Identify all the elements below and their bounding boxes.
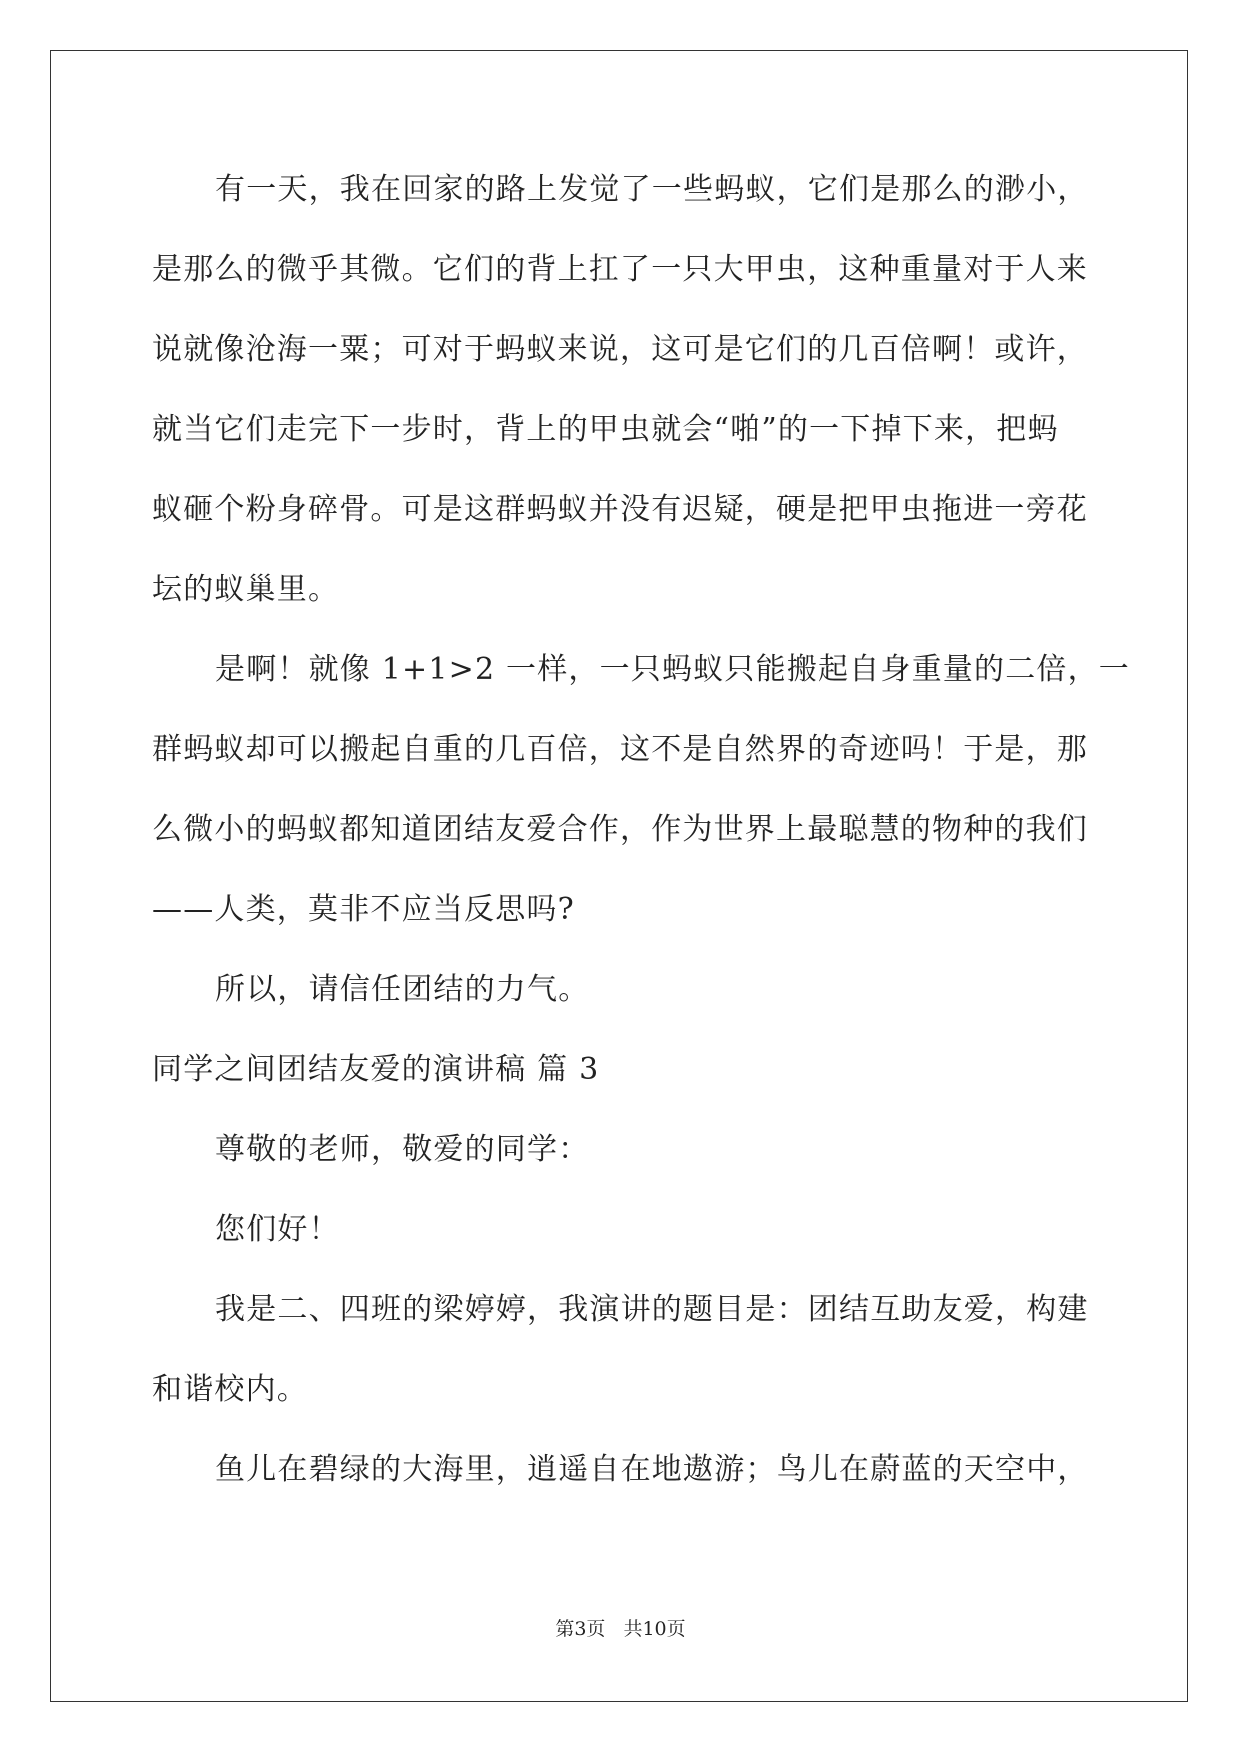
paragraph-line: 是啊！就像 1+1>2 一样，一只蚂蚁只能搬起自身重量的二倍，一 — [215, 652, 1131, 687]
greeting: 您们好！ — [215, 1212, 340, 1247]
paragraph-line: 么微小的蚂蚁都知道团结友爱合作，作为世界上最聪慧的物种的我们 — [152, 812, 1088, 847]
page-number: 第3页 — [555, 1618, 606, 1640]
salutation: 尊敬的老师，敬爱的同学： — [215, 1132, 590, 1167]
paragraph-line: 说就像沧海一粟；可对于蚂蚁来说，这可是它们的几百倍啊！或许， — [152, 332, 1088, 367]
paragraph-line: 就当它们走完下一步时，背上的甲虫就会“啪”的一下掉下来，把蚂 — [152, 412, 1059, 447]
paragraph-line: 是那么的微乎其微。它们的背上扛了一只大甲虫，这种重量对于人来 — [152, 252, 1088, 287]
paragraph-line: 有一天，我在回家的路上发觉了一些蚂蚁，它们是那么的渺小， — [215, 172, 1089, 207]
paragraph-line: 我是二、四班的梁婷婷，我演讲的题目是：团结互助友爱，构建 — [215, 1292, 1089, 1327]
paragraph-line: 蚁砸个粉身碎骨。可是这群蚂蚁并没有迟疑，硬是把甲虫拖进一旁花 — [152, 492, 1088, 527]
paragraph-line: 和谐校内。 — [152, 1372, 308, 1407]
paragraph-line: ——人类，莫非不应当反思吗? — [152, 892, 575, 927]
page-footer — [0, 1617, 1241, 1641]
paragraph-line: 群蚂蚁却可以搬起自重的几百倍，这不是自然界的奇迹吗！于是，那 — [152, 732, 1088, 767]
paragraph-line: 鱼儿在碧绿的大海里，逍遥自在地遨游；鸟儿在蔚蓝的天空中， — [215, 1452, 1089, 1487]
paragraph-line: 所以，请信任团结的力气。 — [215, 972, 590, 1007]
page-total: 共10页 — [623, 1618, 686, 1640]
paragraph-line: 坛的蚁巢里。 — [152, 572, 340, 607]
section-heading: 同学之间团结友爱的演讲稿 篇 3 — [152, 1052, 600, 1087]
